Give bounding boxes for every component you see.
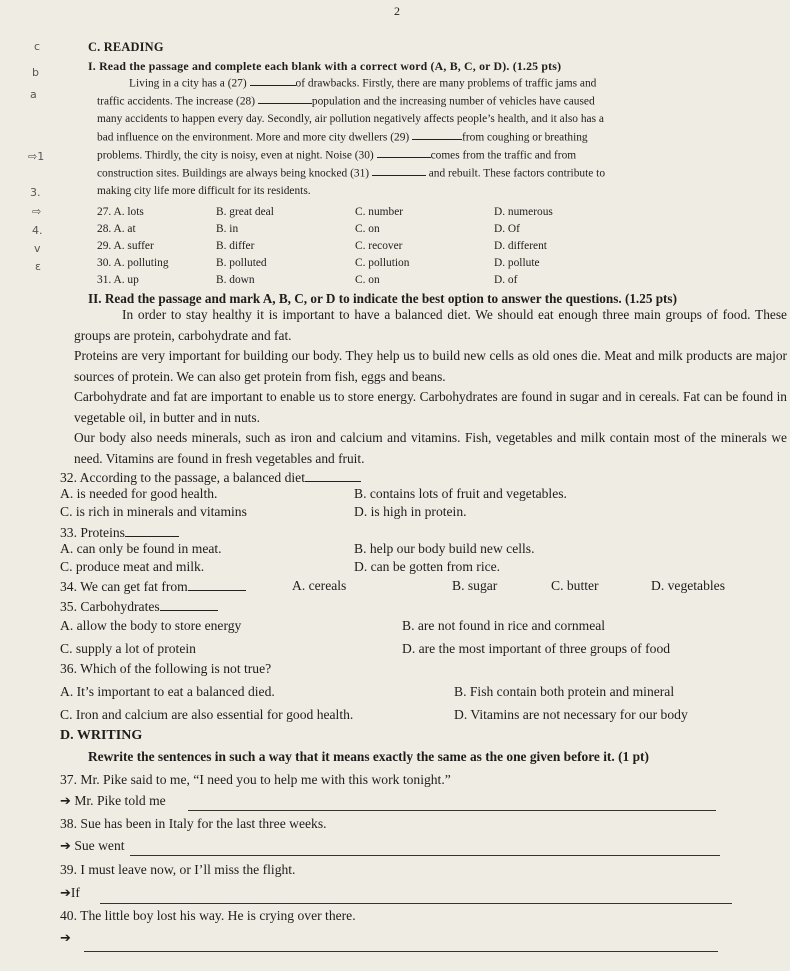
option-b[interactable]: B. polluted [216,257,267,269]
option-b[interactable]: B. in [216,223,239,235]
section-title-reading: C. READING [88,40,164,54]
writing-question-40: 40. The little boy lost his way. He is crying over there. [60,908,356,923]
passage1-line: construction sites. Buildings are always being knocked (31) and rebuilt. These factors contribute to [97,165,605,182]
answer-line-37[interactable] [188,810,716,811]
part1-instruction: I. Read the passage and complete each blank with a correct word (A, B, C, or D). (1.25 pts) [88,59,562,73]
writing-answer-40 [60,930,71,946]
option-b[interactable]: B. down [216,274,255,286]
option-row-27: 27. A. lots [97,206,144,218]
margin-mark: 3. [30,186,41,199]
option-b[interactable]: B. sugar [452,578,498,593]
margin-mark: v [34,242,41,255]
option-d[interactable]: D. can be gotten from rice. [354,559,501,574]
section-title-writing: D. WRITING [60,728,143,743]
writing-question-39: 39. I must leave now, or I’ll miss the flight. [60,862,296,877]
option-row-28: 28. A. at [97,223,136,235]
page-number: 2 [394,4,400,18]
answer-line-38[interactable] [130,855,720,856]
writing-instruction: Rewrite the sentences in such a way that it means exactly the same as the one given before it. (1 pt) [88,749,649,764]
option-a[interactable]: A. is needed for good health. [60,486,218,501]
option-a[interactable]: A. cereals [292,578,347,593]
arrow-right-icon: ➔ [60,839,71,854]
writing-question-37: 37. Mr. Pike said to me, “I need you to help me with this work tonight.” [60,772,451,787]
answer-line-39[interactable] [100,903,732,904]
passage1-line: Living in a city has a (27) of drawbacks. Firstly, there are many problems of traffic jams and [129,75,596,92]
passage1-line: making city life more difficult for its residents. [97,185,311,197]
arrow-right-icon: ➔ [60,931,71,946]
option-c[interactable]: C. on [355,274,380,286]
option-b[interactable]: B. differ [216,240,255,252]
option-c[interactable]: C. number [355,206,404,218]
option-d[interactable]: D. pollute [494,257,540,269]
blank-29 [412,129,462,140]
margin-mark: ⇨ [32,205,42,218]
option-row-31: 31. A. up [97,274,139,286]
option-row-30: 30. A. polluting [97,257,169,269]
question-32: 32. According to the passage, a balanced diet [60,469,361,486]
option-d[interactable]: D. Of [494,223,520,235]
option-a[interactable]: A. can only be found in meat. [60,541,222,556]
option-c[interactable]: C. recover [355,240,403,252]
question-33: 33. Proteins [60,524,179,541]
passage1-line: traffic accidents. The increase (28) population and the increasing number of vehicles have caused [97,93,595,110]
question-35: 35. Carbohydrates [60,598,218,615]
option-row-29: 29. A. suffer [97,240,154,252]
writing-answer-37: ➔ Mr. Pike told me [60,793,166,809]
margin-mark: b [32,66,39,79]
blank-27 [250,75,296,86]
blank-31 [372,165,426,176]
blank-28 [258,93,312,104]
passage2-paragraph: Proteins are very important for building our body. They help us to build new cells as old ones die. Meat and milk products are major sources of protein. We can also get protein from fish, eggs and beans. [74,348,787,384]
question-36: 36. Which of the following is not true? [60,661,272,676]
margin-mark: c [34,40,41,53]
option-c[interactable]: C. Iron and calcium are also essential for good health. [60,707,354,722]
passage2-paragraph: Carbohydrate and fat are important to enable us to store energy. Carbohydrates are found in sugar and in cereals. Fat can be found in vegetable oil, in butter and in nuts. [74,389,787,425]
option-c[interactable]: C. pollution [355,257,410,269]
part2-instruction: II. Read the passage and mark A, B, C, or D to indicate the best option to answer the questions. (1.25 pts) [88,291,677,306]
margin-mark: ⇨1 [28,150,45,163]
option-b[interactable]: B. help our body build new cells. [354,541,535,556]
passage1-line: problems. Thirdly, the city is noisy, even at night. Noise (30) comes from the traffic and from [97,147,576,164]
question-34: 34. We can get fat from [60,578,246,595]
option-c[interactable]: C. supply a lot of protein [60,641,196,656]
option-c[interactable]: C. butter [551,578,599,593]
passage1-line: many accidents to happen every day. Secondly, air pollution negatively affects people’s health, and it also has a [97,113,604,125]
option-a[interactable]: A. allow the body to store energy [60,618,242,633]
option-b[interactable]: B. are not found in rice and cornmeal [402,618,606,633]
option-c[interactable]: C. produce meat and milk. [60,559,205,574]
margin-mark: 4. [32,224,43,237]
option-d[interactable]: D. is high in protein. [354,504,467,519]
writing-answer-39: ➔If [60,885,80,901]
margin-mark: ɛ [35,260,41,273]
writing-question-38: 38. Sue has been in Italy for the last three weeks. [60,816,327,831]
option-d[interactable]: D. Vitamins are not necessary for our body [454,707,688,722]
option-d[interactable]: D. different [494,240,547,252]
arrow-right-icon: ➔ [60,886,71,901]
option-a[interactable]: A. It’s important to eat a balanced died. [60,684,275,699]
answer-line-40[interactable] [84,951,718,952]
option-d[interactable]: D. numerous [494,206,553,218]
passage2-paragraph: Our body also needs minerals, such as iron and calcium and vitamins. Fish, vegetables and milk contain most of the minerals we need. Vitamins are found in fresh vegetables and fruit. [74,430,787,466]
option-b[interactable]: B. contains lots of fruit and vegetables. [354,486,567,501]
option-c[interactable]: C. is rich in minerals and vitamins [60,504,247,519]
blank-30 [377,147,431,158]
passage1-line: bad influence on the environment. More and more city dwellers (29) from coughing or breathing [97,129,588,146]
option-c[interactable]: C. on [355,223,380,235]
option-b[interactable]: B. Fish contain both protein and mineral [454,684,675,699]
option-b[interactable]: B. great deal [216,206,274,218]
writing-answer-38: ➔ Sue went [60,838,125,854]
passage2-paragraph: In order to stay healthy it is important to have a balanced diet. We should eat enough three main groups of food. These groups are protein, carbohydrate and fat. [74,307,787,343]
arrow-right-icon: ➔ [60,794,71,809]
margin-mark: a [30,88,37,101]
option-d[interactable]: D. vegetables [651,578,725,593]
option-d[interactable]: D. are the most important of three groups of food [402,641,671,656]
option-d[interactable]: D. of [494,274,518,286]
